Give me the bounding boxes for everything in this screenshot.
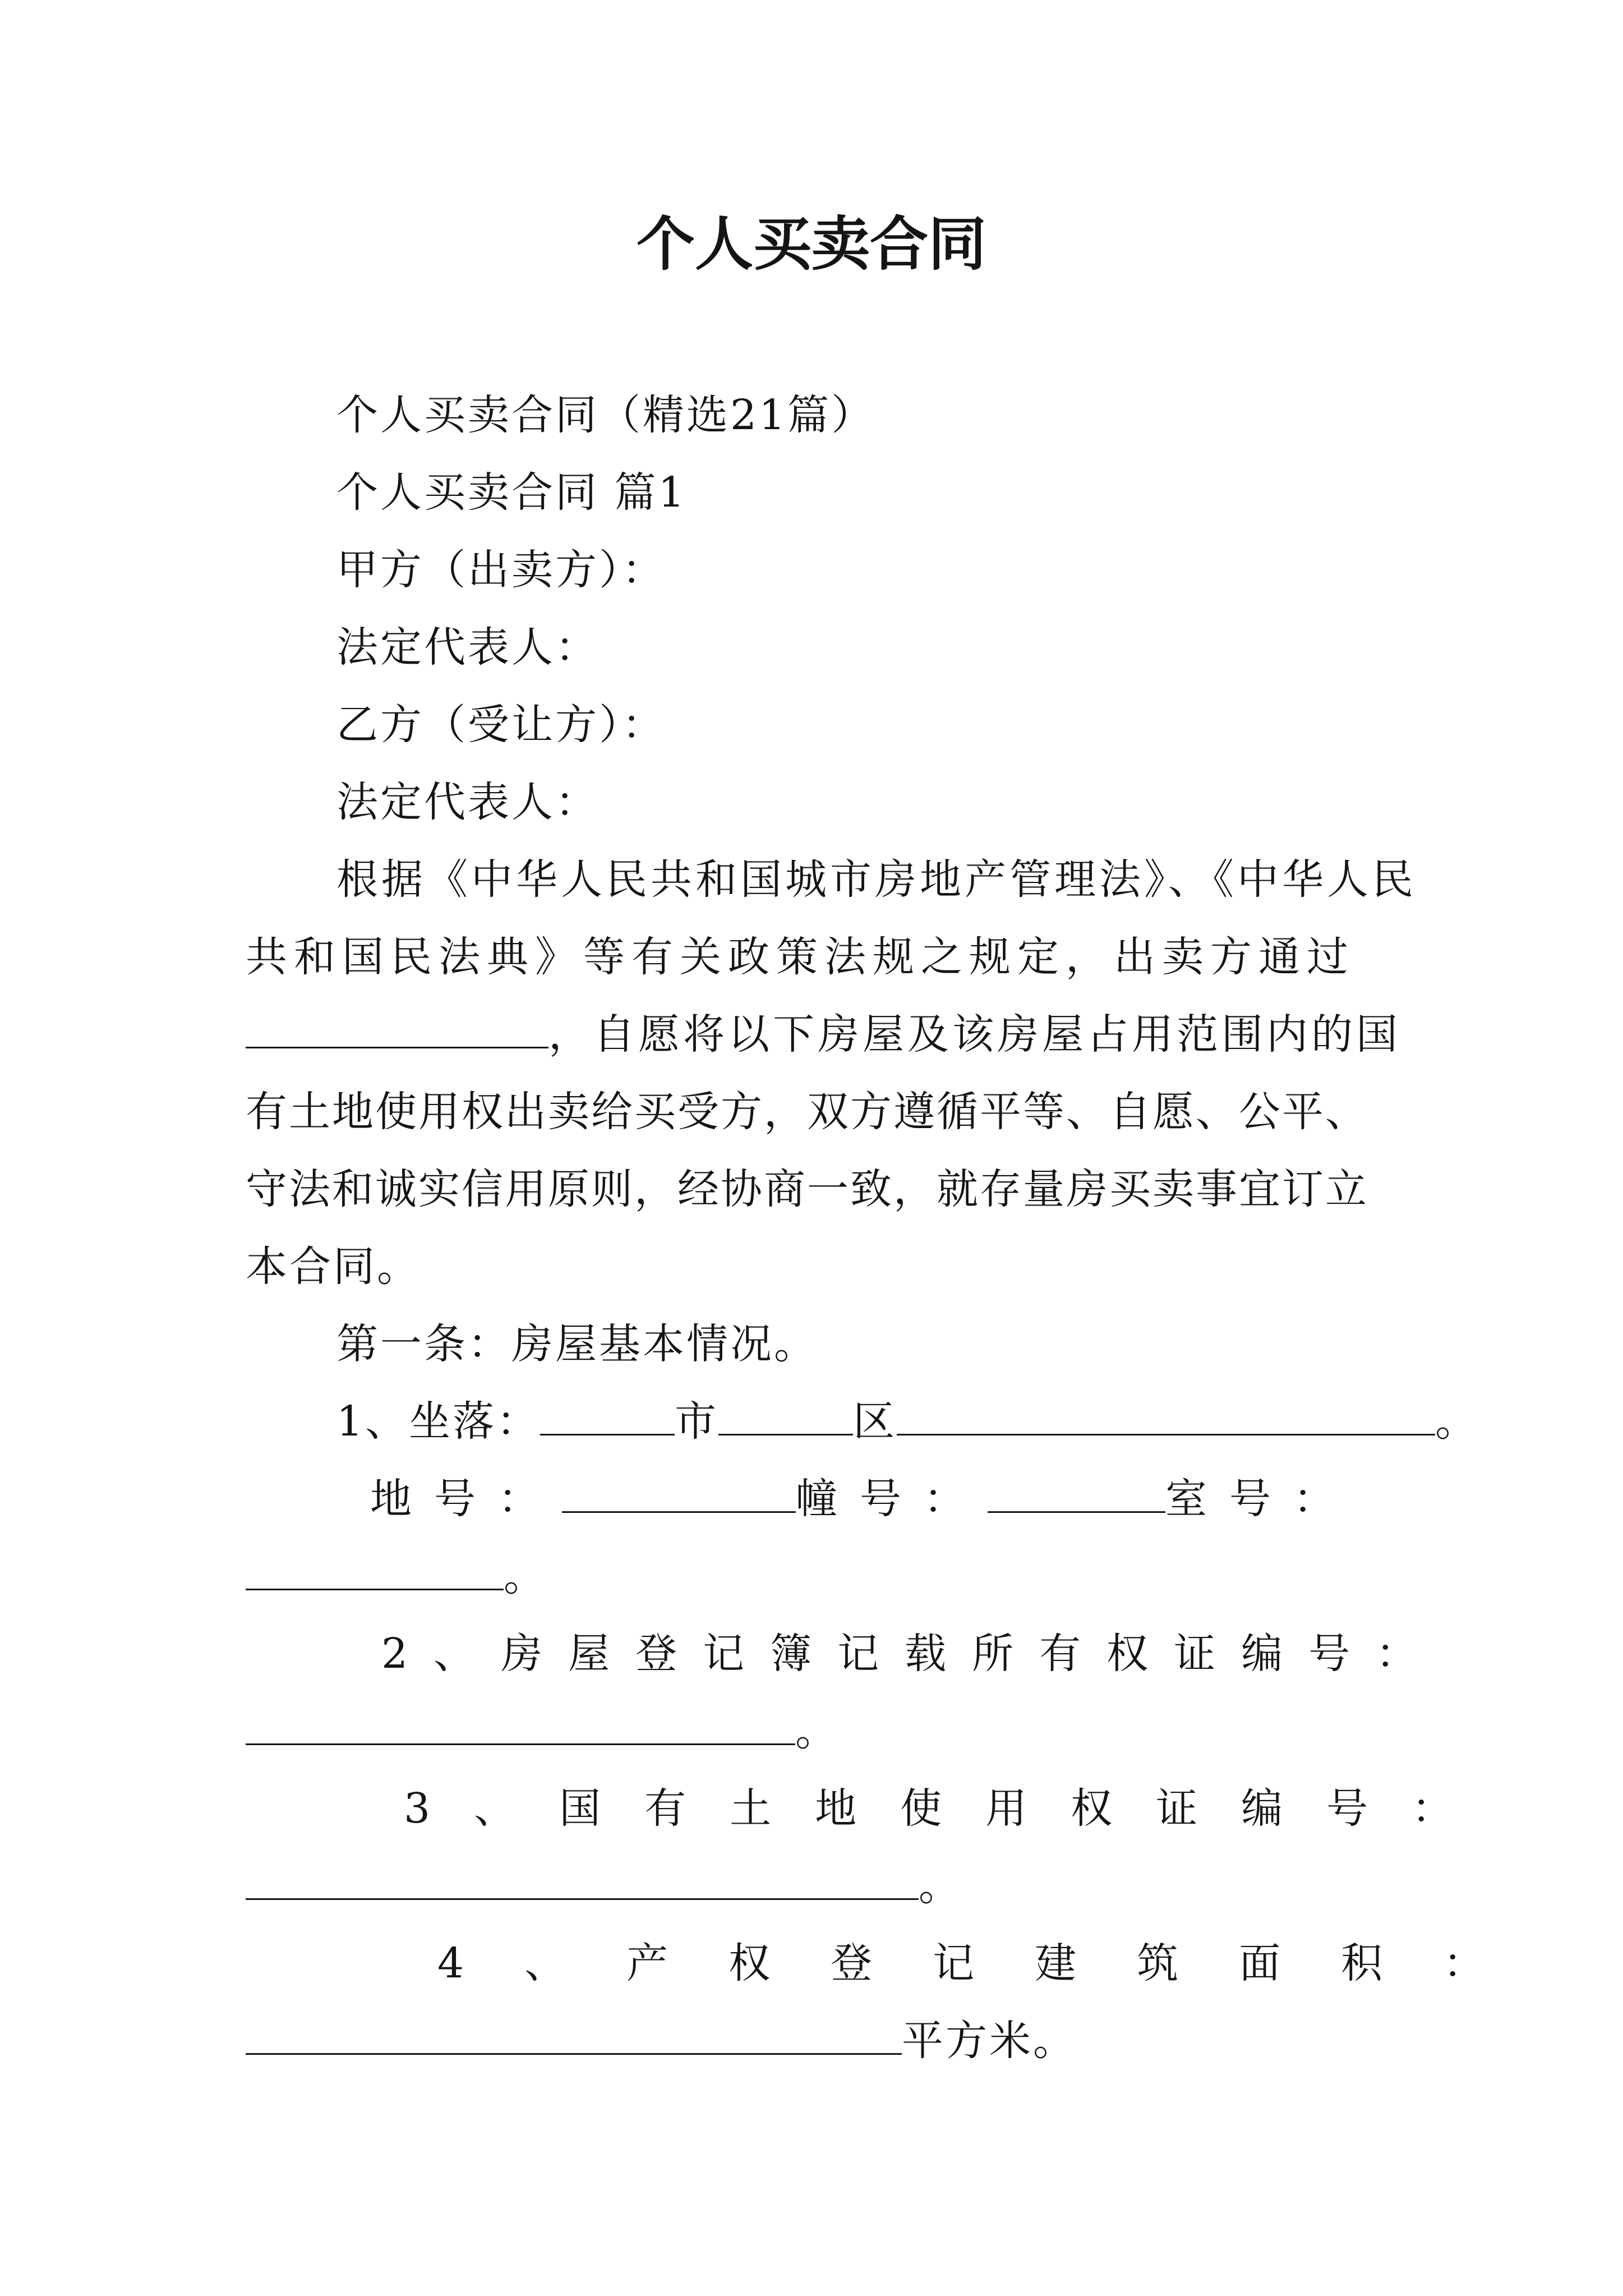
blank-field [988, 1465, 1165, 1513]
blank-field [246, 1543, 504, 1590]
item-1-district: 区 [853, 1397, 897, 1446]
item-3-field [246, 1852, 1378, 1920]
blank-field [897, 1388, 1435, 1435]
paragraph-line-text: ，自愿将以下房屋及该房屋占用范围内的国 [548, 1010, 1401, 1059]
item-2-field [246, 1697, 1378, 1765]
item-4-field [246, 2007, 1378, 2074]
blank-field [246, 1001, 548, 1048]
item-4-unit: 平方米。 [902, 2017, 1077, 2065]
item-1b-end: 。 [504, 1552, 547, 1600]
blank-field [246, 2007, 902, 2055]
item-1-location [336, 1388, 1479, 1455]
section-heading: 个人买卖合同 篇1 [336, 468, 687, 517]
paragraph-line [246, 1001, 1401, 1068]
paragraph-line: 有土地使用权出卖给买受方，双方遵循平等、自愿、公平、 [246, 1088, 1368, 1136]
party-b-label: 乙方（受让方）： [336, 701, 666, 749]
item-4-label: 4、产权登记建筑面积： [437, 1939, 1546, 1987]
legal-rep-a-label: 法定代表人： [336, 623, 599, 671]
blank-field [718, 1388, 853, 1435]
paragraph-line: 共和国民法典》等有关政策法规之规定，出卖方通过 [246, 933, 1355, 981]
article-1-heading: 第一条：房屋基本情况。 [336, 1320, 818, 1368]
item-2-label: 2、房屋登记簿记载所有权证编号： [381, 1630, 1444, 1678]
document-subtitle: 个人买卖合同（精选21篇） [336, 391, 875, 439]
item-1-numbers-cont [246, 1543, 1378, 1610]
item-3-label: 3、国有土地使用权证编号： [404, 1784, 1497, 1833]
paragraph-line: 守法和诚实信用原则，经协商一致，就存量房买卖事宜订立 [246, 1165, 1368, 1213]
item-1-numbers [370, 1465, 1357, 1533]
item-2-end: 。 [795, 1707, 839, 1755]
item-1-city: 市 [675, 1397, 719, 1446]
blank-field [246, 1697, 795, 1745]
building-label: 幢号： [795, 1475, 988, 1523]
document-title: 个人买卖合同 [636, 210, 986, 278]
blank-field [540, 1388, 675, 1435]
item-1-end: 。 [1435, 1397, 1479, 1446]
paragraph-line: 根据《中华人民共和国城市房地产管理法》、《中华人民 [336, 855, 1417, 904]
paragraph-line: 本合同。 [246, 1243, 421, 1291]
party-a-label: 甲方（出卖方）： [336, 546, 666, 594]
item-3-end: 。 [919, 1862, 962, 1910]
lot-label: 地号： [370, 1475, 562, 1523]
blank-field [246, 1852, 919, 1900]
blank-field [562, 1465, 796, 1513]
legal-rep-b-label: 法定代表人： [336, 778, 599, 826]
room-label: 室号： [1165, 1475, 1357, 1523]
item-1-prefix: 1、坐落： [336, 1397, 541, 1446]
